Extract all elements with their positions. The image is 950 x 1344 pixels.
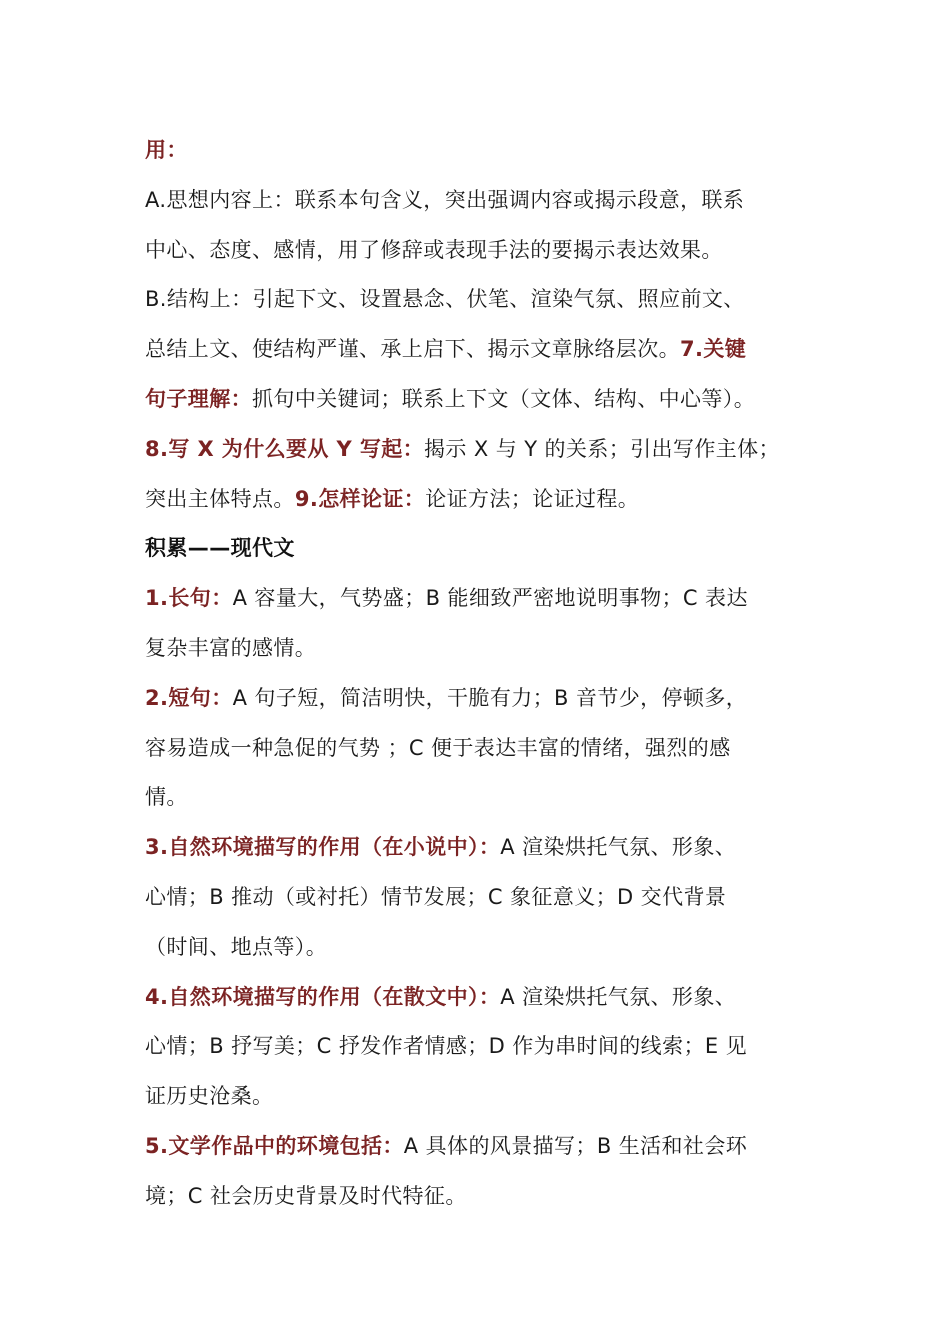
text-line (145, 325, 825, 375)
text-line (145, 425, 825, 475)
text-line (145, 873, 825, 923)
text-line (145, 176, 825, 226)
document-page (145, 126, 825, 1222)
text-line (145, 375, 825, 425)
highlighted-heading: 7.关键 (680, 337, 747, 362)
text-line (145, 574, 825, 624)
text-line (145, 624, 825, 674)
body-text: 境；C 社会历史背景及时代特征。 (145, 1183, 467, 1208)
body-text: 中心、态度、感情，用了修辞或表现手法的要揭示表达效果。 (145, 237, 723, 262)
highlighted-heading: 2.短句： (145, 685, 233, 710)
highlighted-heading: 句子理解： (145, 386, 252, 411)
highlighted-heading: 用： (145, 138, 188, 162)
body-text: B.结构上：引起下文、设置悬念、伏笔、渲染气氛、照应前文、 (145, 287, 745, 312)
text-line (145, 923, 825, 973)
body-text: A 渲染烘托气氛、形象、 (500, 835, 737, 860)
text-line (145, 973, 825, 1023)
highlighted-heading: 4.自然环境描写的作用（在散文中）： (145, 984, 501, 1009)
body-text: A 容量大，气势盛；B 能细致严密地说明事物；C 表达 (232, 586, 748, 611)
highlighted-heading: 1.长句： (145, 586, 233, 611)
body-text: 论证方法；论证过程。 (425, 486, 640, 511)
highlighted-heading: 8.写 X 为什么要从 Y 写起： (145, 436, 425, 461)
body-text: A.思想内容上：联系本句含义，突出强调内容或揭示段意，联系 (145, 187, 745, 212)
body-text: 心情；B 推动（或衬托）情节发展；C 象征意义；D 交代背景 (145, 884, 727, 909)
text-line (145, 1172, 825, 1222)
text-line (145, 475, 825, 525)
highlighted-heading: 3.自然环境描写的作用（在小说中）： (145, 835, 501, 860)
highlighted-heading: 9.怎样论证： (294, 486, 426, 511)
body-text: 揭示 X 与 Y 的关系；引出写作主体； (424, 436, 780, 461)
text-line (145, 275, 825, 325)
body-text: 突出主体特点。 (145, 486, 295, 511)
text-line (145, 1072, 825, 1122)
text-line (145, 674, 825, 724)
section-title: 积累——现代文 (145, 536, 295, 561)
body-text: （时间、地点等）。 (145, 934, 328, 959)
text-line (145, 524, 825, 574)
text-line (145, 823, 825, 873)
body-text: 证历史沧桑。 (145, 1084, 274, 1109)
body-text: 心情；B 抒写美；C 抒发作者情感；D 作为串时间的线索；E 见 (145, 1034, 748, 1059)
text-line (145, 226, 825, 276)
body-text: 容易造成一种急促的气势 ；C 便于表达丰富的情绪，强烈的感 (145, 735, 731, 760)
text-line (145, 1022, 825, 1072)
body-text: 复杂丰富的感情。 (145, 635, 317, 660)
body-text: 抓句中关键词；联系上下文（文体、结构、中心等）。 (252, 386, 756, 411)
body-text: 情。 (145, 785, 188, 810)
body-text: A 渲染烘托气氛、形象、 (500, 984, 737, 1009)
text-line (145, 1122, 825, 1172)
body-text: A 具体的风景描写；B 生活和社会环 (403, 1133, 748, 1158)
body-text: 总结上文、使结构严谨、承上启下、揭示文章脉络层次。 (145, 337, 680, 362)
text-line (145, 126, 825, 176)
text-line (145, 724, 825, 774)
text-line (145, 773, 825, 823)
highlighted-heading: 5.文学作品中的环境包括： (145, 1133, 404, 1158)
body-text: A 句子短，简洁明快，干脆有力；B 音节少，停顿多， (232, 685, 748, 710)
